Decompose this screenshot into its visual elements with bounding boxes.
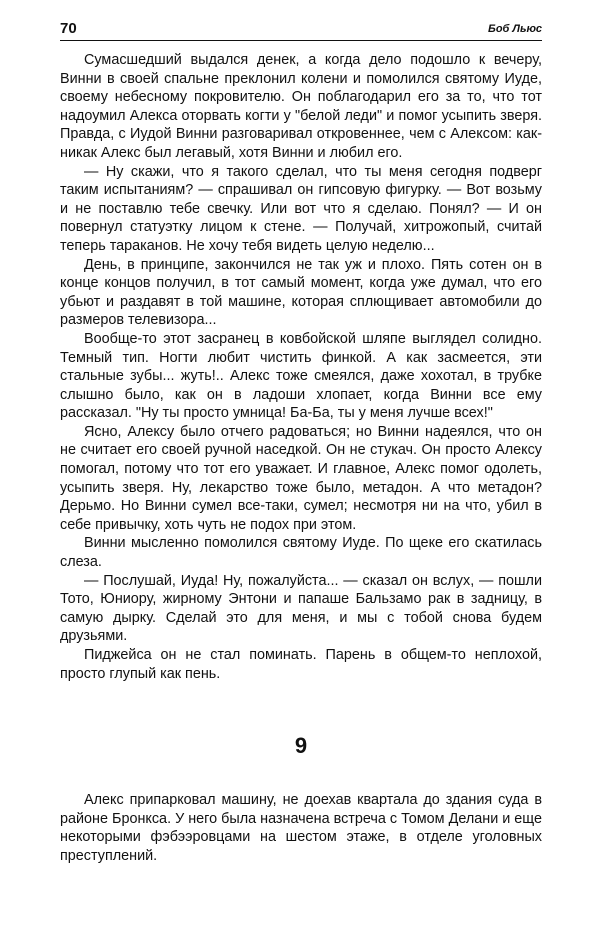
paragraph: Вообще-то этот засранец в ковбойской шляпе выглядел солидно. Темный тип. Ногти любит чистить финкой. А как засмеется, эти стальные зубы... жуть!.. Алекс тоже смеялся, даже хохотал, в трубке слышно было, как он в ладоши хлопает, когда Винни все ему рассказал. "Ну ты просто умница! Ба-Ба, ты у меня лучше всех!" (60, 330, 542, 422)
chapter-text (60, 51, 542, 683)
paragraph: Сумасшедший выдался денек, а когда дело подошло к вечеру, Винни в своей спальне преклонил колени и помолился святому Иуде, своему небесному покровителю. Он поблагодарил его за то, что тот надоумил Алекса оторвать когти у "белой леди" и помог усыпить зверя. Правда, с Иудой Винни разговаривал откровеннее, чем с Алексом: как-никак Алекс был легавый, хотя Винни и любил его. (60, 52, 542, 161)
page-number: 70 (60, 20, 77, 37)
paragraph: Ясно, Алексу было отчего радоваться; но Винни надеялся, что он не считает его своей ручной наседкой. Он не стукач. Он просто Алексу помогал, потому что тот его уважает. И главное, Алекс помог одолеть, усыпить зверя. Ну, лекарство тоже было, метадон. А что метадон? Дерьмо. Но Винни сумел все-таки, сумел; несмотря ни на что, убил в себе привычку, хоть чуть не подох при этом. (60, 423, 542, 533)
paragraph: Алекс припарковал машину, не доехав квартала до здания суда в районе Бронкса. У него была назначена встреча с Томом Делани и еще некоторыми фэбээровцами на шестом этаже, в отделе уголовных преступлений. (60, 792, 542, 864)
paragraph: — Послушай, Иуда! Ну, пожалуйста... — сказал он вслух, — пошли Тото, Юниору, жирному Энтони и папаше Бальзамо рак в задницу, в самую дырку. Сделай это для меня, и мы с тобой снова будем друзьями. (60, 572, 542, 645)
running-head-author: Боб Льюс (488, 23, 542, 35)
chapter-heading: 9 (294, 733, 308, 759)
book-page (60, 18, 542, 938)
paragraph: Пиджейса он не стал поминать. Парень в общем-то неплохой, просто глупый как пень. (60, 647, 542, 682)
paragraph: — Ну скажи, что я такого сделал, что ты меня сегодня подверг таким испытаниям? — спрашивал он гипсовую фигурку. — Вот возьму и не поставлю тебе свечку. Или вот что я сделаю. Понял? — И он повернул статуэтку лицом к стене. — Получай, хитрожопый, считай теперь тараканов. Не хочу тебя видеть целую неделю... (60, 163, 542, 254)
paragraph: День, в принципе, закончился не так уж и плохо. Пять сотен он в конце концов получил, в тот самый момент, когда уже думал, что его убьют и раздавят в той машине, которая сплющивает автомобили до размеров телевизора... (60, 256, 542, 329)
paragraph: Винни мысленно помолился святому Иуде. По щеке его скатилась слеза. (60, 535, 542, 571)
next-chapter-text (60, 791, 542, 865)
page-header (60, 18, 542, 41)
